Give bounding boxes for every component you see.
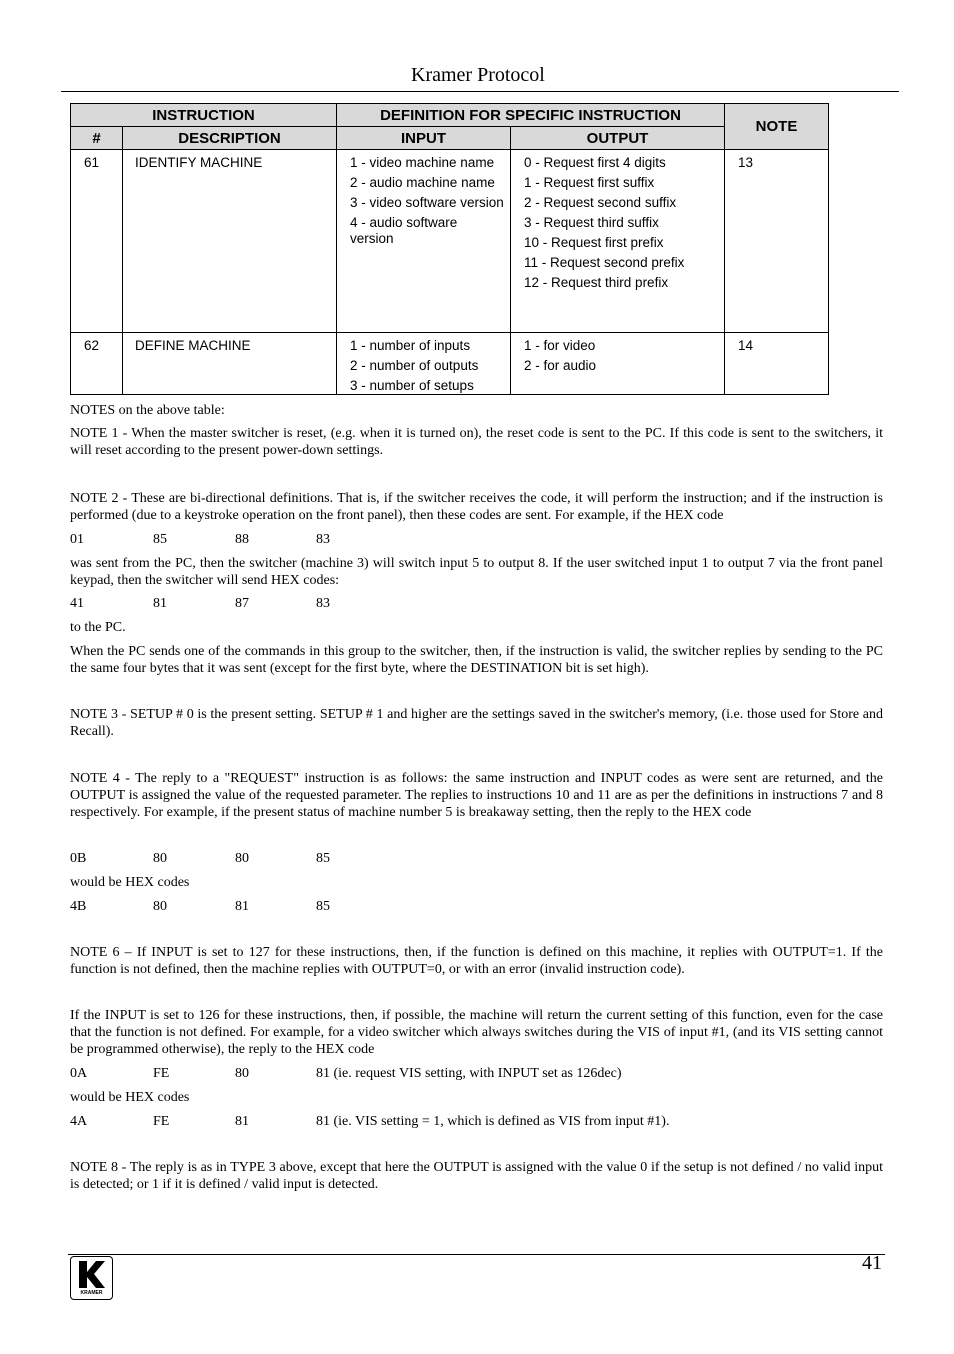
header-instruction: INSTRUCTION — [71, 104, 337, 127]
header-output: OUTPUT — [511, 127, 725, 150]
output-item: 1 - Request first suffix — [524, 175, 655, 190]
row-note: 14 — [725, 333, 829, 395]
output-item: 3 - Request third suffix — [524, 215, 659, 230]
header-divider — [61, 91, 899, 92]
row-input-list — [337, 150, 511, 333]
hex-byte: 80 — [153, 851, 167, 866]
input-item: 1 - number of inputs — [350, 338, 471, 353]
note-6-continued: If the INPUT is set to 126 for these instructions, then, if possible, the machine will return the current setting of this function, even for the case that the function is not defined. For example, for a video switcher which always switches during the VIS of input #1, (and its VIS setting cannot be programmed otherwise), the reply to the HEX code — [70, 1008, 883, 1057]
output-item: 10 - Request first prefix — [524, 235, 664, 250]
hex-byte: 41 — [70, 596, 84, 611]
hex-byte: 0A — [70, 1066, 88, 1081]
hex-byte: 81 (ie. VIS setting = 1, which is defined as VIS from input #1). — [316, 1114, 670, 1129]
hex-byte: 80 — [235, 851, 249, 866]
note-4: NOTE 4 - The reply to a "REQUEST" instruction is as follows: the same instruction and INPUT codes as were sent are returned, and the OUTPUT is assigned the value of the requested parameter. The replies to instructions 10 and 11 are as per the definitions in instructions 7 and 8 respectively. For example, if the present status of machine number 5 is breakaway setting, then the reply to the HEX code — [70, 771, 883, 820]
input-item: 3 - video software version — [350, 195, 504, 210]
output-item: 0 - Request first 4 digits — [524, 155, 666, 170]
row-output-list — [511, 333, 725, 395]
table-row — [71, 150, 829, 333]
page-header-title: Kramer Protocol — [411, 64, 545, 86]
would-be-text: would be HEX codes — [70, 1090, 190, 1105]
note-6: NOTE 6 – If INPUT is set to 127 for these instructions, then, if the function is defined on this machine, it replies with OUTPUT=1. If the function is not defined, then the machine replies with OUTPUT=0, or with an error (invalid instruction code). — [70, 945, 883, 977]
hex-byte: 85 — [153, 532, 167, 547]
row-output-list — [511, 150, 725, 333]
row-number: 61 — [71, 150, 123, 333]
note-2-reply: When the PC sends one of the commands in this group to the switcher, then, if the instruction is valid, the switcher replies by sending to the PC the same four bytes that it was sent (except for the first byte, where the DESTINATION bit is set high). — [70, 644, 883, 676]
hex-byte: 4A — [70, 1114, 88, 1129]
would-be-text: would be HEX codes — [70, 875, 190, 890]
row-number: 62 — [71, 333, 123, 395]
hex-byte: 83 — [316, 596, 330, 611]
output-item: 2 - Request second suffix — [524, 195, 677, 210]
hex-byte: 85 — [316, 851, 330, 866]
logo-wordmark: KRAMER — [80, 1290, 103, 1296]
output-item: 2 - for audio — [524, 358, 597, 373]
row-input-list — [337, 333, 511, 395]
header-definition: DEFINITION FOR SPECIFIC INSTRUCTION — [337, 104, 725, 127]
note-2: NOTE 2 - These are bi-directional definitions. That is, if the switcher receives the code, it will perform the instruction; and if the instruction is performed (due to a keystroke operation on the front panel), then these codes are sent. For example, if the HEX code — [70, 491, 883, 523]
output-item: 12 - Request third prefix — [524, 275, 669, 290]
hex-byte: 83 — [316, 532, 330, 547]
note-3: NOTE 3 - SETUP # 0 is the present setting. SETUP # 1 and higher are the settings saved in the switcher's memory, (i.e. those used for Store and Recall). — [70, 707, 883, 739]
footer-divider — [68, 1254, 885, 1255]
hex-byte: 80 — [235, 1066, 249, 1081]
hex-byte: FE — [153, 1066, 170, 1081]
header-num: # — [71, 127, 123, 150]
page-number: 41 — [862, 1252, 882, 1274]
input-item: 2 - audio machine name — [350, 175, 495, 190]
hex-byte: 87 — [235, 596, 249, 611]
input-item: 4 - audio software version — [350, 215, 458, 246]
header-description: DESCRIPTION — [123, 127, 337, 150]
hex-byte: 88 — [235, 532, 249, 547]
table-row — [71, 333, 829, 395]
hex-byte: 0B — [70, 851, 87, 866]
note-8: NOTE 8 - The reply is as in TYPE 3 above, except that here the OUTPUT is assigned with the value 0 if the setup is not defined / no valid input is detected; or 1 if it is defined / valid input is detected. — [70, 1160, 883, 1192]
header-note: NOTE — [725, 104, 829, 150]
hex-byte: 80 — [153, 899, 167, 914]
hex-byte: 81 — [235, 1114, 249, 1129]
to-pc-text: to the PC. — [70, 620, 126, 635]
input-item: 1 - video machine name — [350, 155, 495, 170]
notes-heading: NOTES on the above table: — [70, 403, 225, 418]
row-description: IDENTIFY MACHINE — [123, 150, 337, 333]
kramer-logo — [70, 1256, 113, 1300]
hex-byte: 81 (ie. request VIS setting, with INPUT set as 126dec) — [316, 1066, 622, 1081]
hex-byte: FE — [153, 1114, 170, 1129]
header-input: INPUT — [337, 127, 511, 150]
output-item: 1 - for video — [524, 338, 596, 353]
hex-byte: 85 — [316, 899, 330, 914]
protocol-table — [70, 103, 829, 395]
hex-byte: 4B — [70, 899, 87, 914]
output-item: 11 - Request second prefix — [524, 255, 685, 270]
hex-byte: 81 — [235, 899, 249, 914]
hex-byte: 01 — [70, 532, 84, 547]
note-2-continued: was sent from the PC, then the switcher (machine 3) will switch input 5 to output 8. If the user switched input 1 to output 7 via the front panel keypad, then the switcher will send HEX codes: — [70, 556, 883, 588]
row-description: DEFINE MACHINE — [123, 333, 337, 395]
hex-byte: 81 — [153, 596, 167, 611]
row-note: 13 — [725, 150, 829, 333]
input-item: 2 - number of outputs — [350, 358, 479, 373]
note-1: NOTE 1 - When the master switcher is reset, (e.g. when it is turned on), the reset code is sent to the PC. If this code is sent to the switchers, it will reset according to the present power-down settings. — [70, 426, 883, 458]
input-item: 3 - number of setups — [350, 378, 474, 393]
kramer-k-icon — [76, 1260, 107, 1290]
